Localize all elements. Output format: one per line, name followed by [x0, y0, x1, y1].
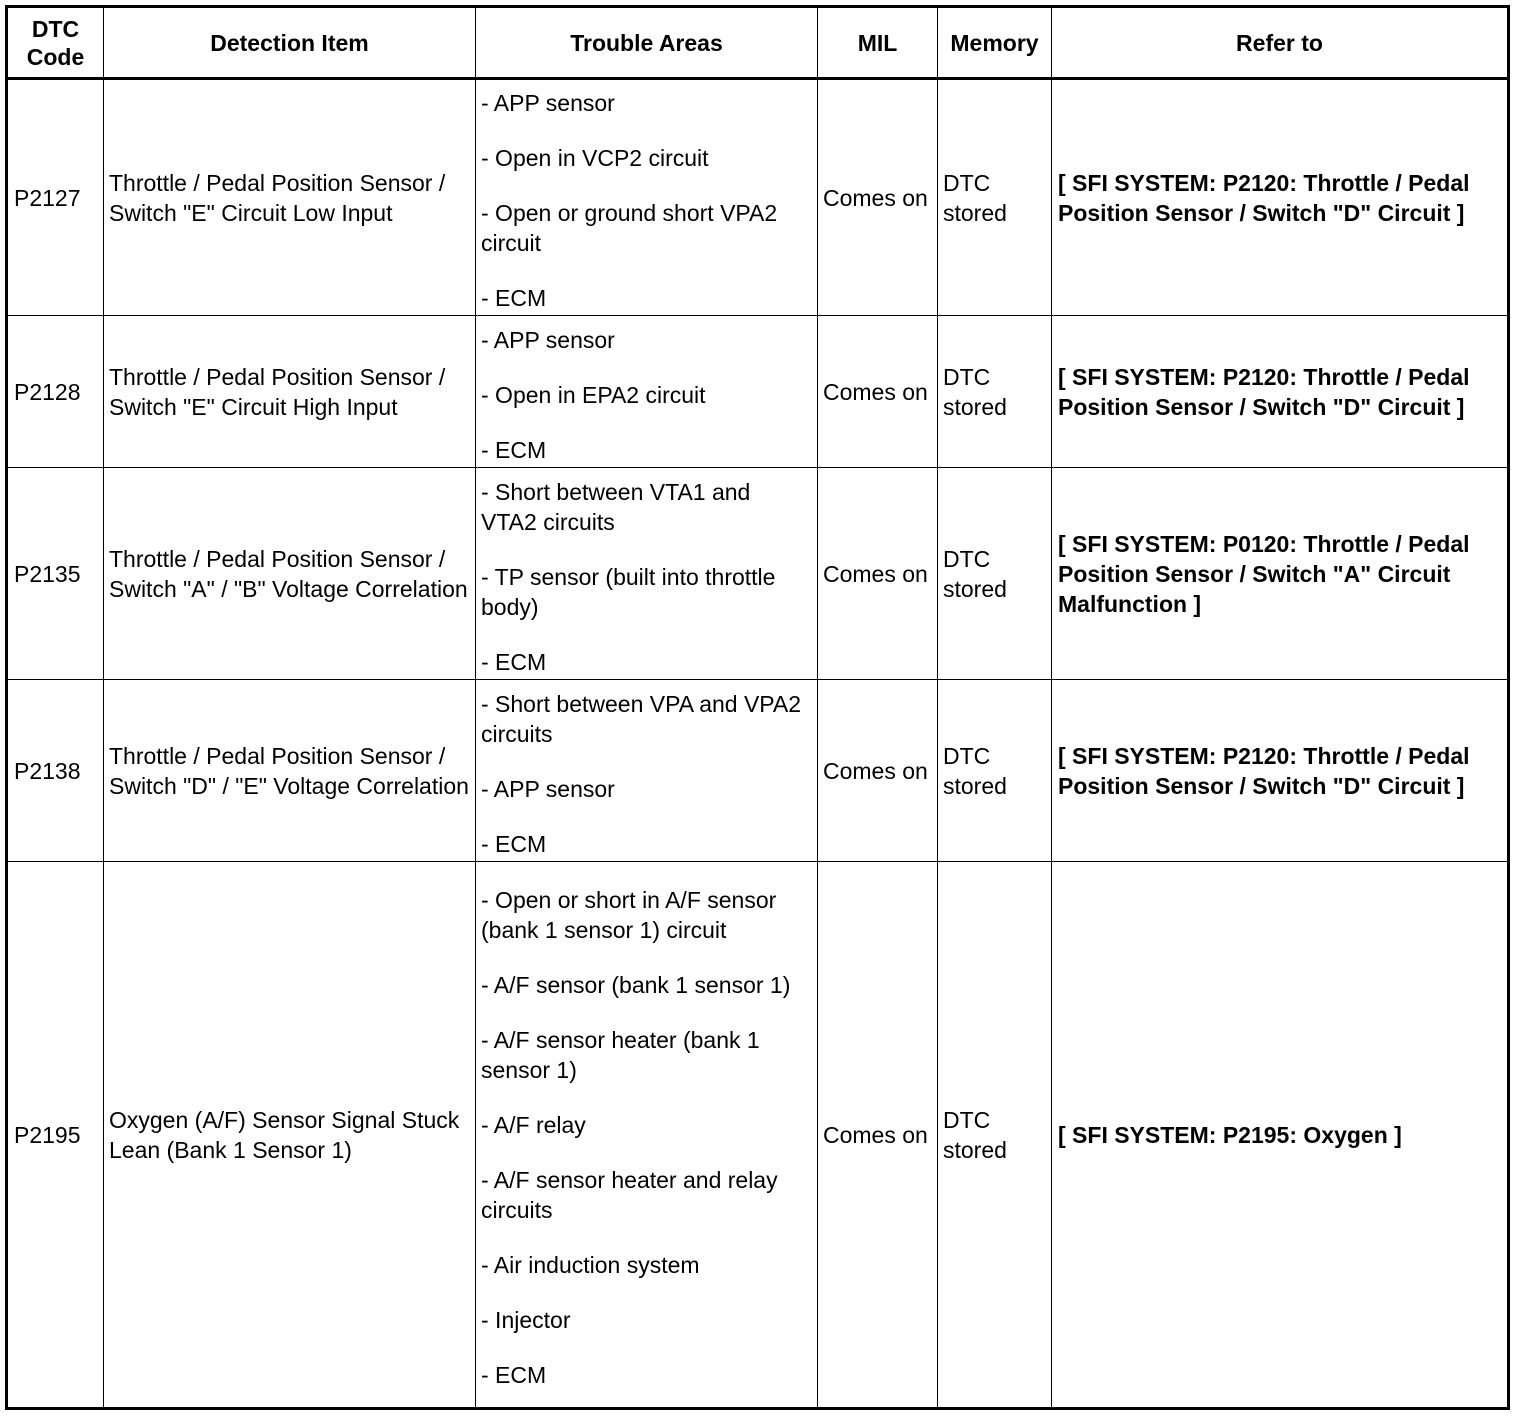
column-header-memory: Memory — [938, 7, 1052, 79]
mil-cell: Comes on — [818, 79, 938, 316]
column-header-refer-to: Refer to — [1052, 7, 1509, 79]
table-row — [7, 468, 1509, 680]
trouble-area-item: - APP sensor — [481, 90, 615, 116]
column-header-trouble-areas: Trouble Areas — [476, 7, 818, 79]
dtc-table — [5, 5, 1510, 1410]
detection-item-cell: Throttle / Pedal Position Sensor / Switch "D" / "E" Voltage Correlation — [104, 680, 476, 862]
dtc-code-cell: P2127 — [7, 79, 104, 316]
trouble-area-item: - A/F sensor heater and relay circuits — [481, 1167, 778, 1223]
header-row — [7, 7, 1509, 79]
trouble-area-item: - APP sensor — [481, 326, 615, 353]
memory-cell: DTC stored — [938, 468, 1052, 680]
trouble-area-item: - Open or short in A/F sensor (bank 1 sensor 1) circuit — [481, 887, 777, 943]
dtc-code-cell: P2195 — [7, 862, 104, 1409]
trouble-areas-cell — [476, 862, 818, 1409]
refer-to-cell: [ SFI SYSTEM: P2195: Oxygen ] — [1052, 862, 1509, 1409]
trouble-area-item: - Air induction system — [481, 1252, 700, 1278]
trouble-areas-cell — [476, 680, 818, 862]
trouble-area-item: - ECM — [481, 436, 547, 463]
trouble-area-item: - Open in EPA2 circuit — [481, 381, 706, 408]
trouble-area-item: - Injector — [481, 1307, 571, 1333]
refer-to-cell: [ SFI SYSTEM: P2120: Throttle / Pedal Position Sensor / Switch "D" Circuit ] — [1052, 316, 1509, 468]
table-row — [7, 316, 1509, 468]
mil-cell: Comes on — [818, 680, 938, 862]
trouble-areas-cell — [476, 316, 818, 468]
mil-cell: Comes on — [818, 862, 938, 1409]
column-header-mil: MIL — [818, 7, 938, 79]
dtc-code-cell: P2135 — [7, 468, 104, 680]
trouble-area-item: - Open in VCP2 circuit — [481, 145, 709, 171]
column-header-detection-item: Detection Item — [104, 7, 476, 79]
refer-to-cell: [ SFI SYSTEM: P2120: Throttle / Pedal Position Sensor / Switch "D" Circuit ] — [1052, 680, 1509, 862]
detection-item-cell: Throttle / Pedal Position Sensor / Switch "A" / "B" Voltage Correlation — [104, 468, 476, 680]
table-body — [7, 79, 1509, 1409]
trouble-areas-cell — [476, 468, 818, 680]
table-row — [7, 680, 1509, 862]
detection-item-cell: Throttle / Pedal Position Sensor / Switch "E" Circuit Low Input — [104, 79, 476, 316]
mil-cell: Comes on — [818, 468, 938, 680]
trouble-area-item: - APP sensor — [481, 775, 615, 802]
memory-cell: DTC stored — [938, 680, 1052, 862]
trouble-area-item: - TP sensor (built into throttle body) — [481, 563, 776, 620]
trouble-area-item: - A/F relay — [481, 1112, 586, 1138]
trouble-area-item: - A/F sensor (bank 1 sensor 1) — [481, 972, 791, 998]
mil-cell: Comes on — [818, 316, 938, 468]
memory-cell: DTC stored — [938, 316, 1052, 468]
column-header-dtc-code: DTC Code — [7, 7, 104, 79]
trouble-area-item: - ECM — [481, 1362, 547, 1388]
table-row — [7, 79, 1509, 316]
memory-cell: DTC stored — [938, 79, 1052, 316]
trouble-area-item: - Short between VTA1 and VTA2 circuits — [481, 478, 751, 535]
trouble-area-item: - ECM — [481, 648, 547, 675]
trouble-area-item: - A/F sensor heater (bank 1 sensor 1) — [481, 1027, 760, 1083]
refer-to-cell: [ SFI SYSTEM: P2120: Throttle / Pedal Position Sensor / Switch "D" Circuit ] — [1052, 79, 1509, 316]
dtc-code-cell: P2128 — [7, 316, 104, 468]
detection-item-cell: Throttle / Pedal Position Sensor / Switch "E" Circuit High Input — [104, 316, 476, 468]
trouble-areas-cell — [476, 79, 818, 316]
trouble-area-item: - Short between VPA and VPA2 circuits — [481, 690, 802, 747]
dtc-code-cell: P2138 — [7, 680, 104, 862]
table-row — [7, 862, 1509, 1409]
detection-item-cell: Oxygen (A/F) Sensor Signal Stuck Lean (Bank 1 Sensor 1) — [104, 862, 476, 1409]
refer-to-cell: [ SFI SYSTEM: P0120: Throttle / Pedal Position Sensor / Switch "A" Circuit Malfunction ] — [1052, 468, 1509, 680]
memory-cell: DTC stored — [938, 862, 1052, 1409]
trouble-area-item: - Open or ground short VPA2 circuit — [481, 200, 778, 256]
trouble-area-item: - ECM — [481, 285, 547, 311]
trouble-area-item: - ECM — [481, 830, 547, 857]
